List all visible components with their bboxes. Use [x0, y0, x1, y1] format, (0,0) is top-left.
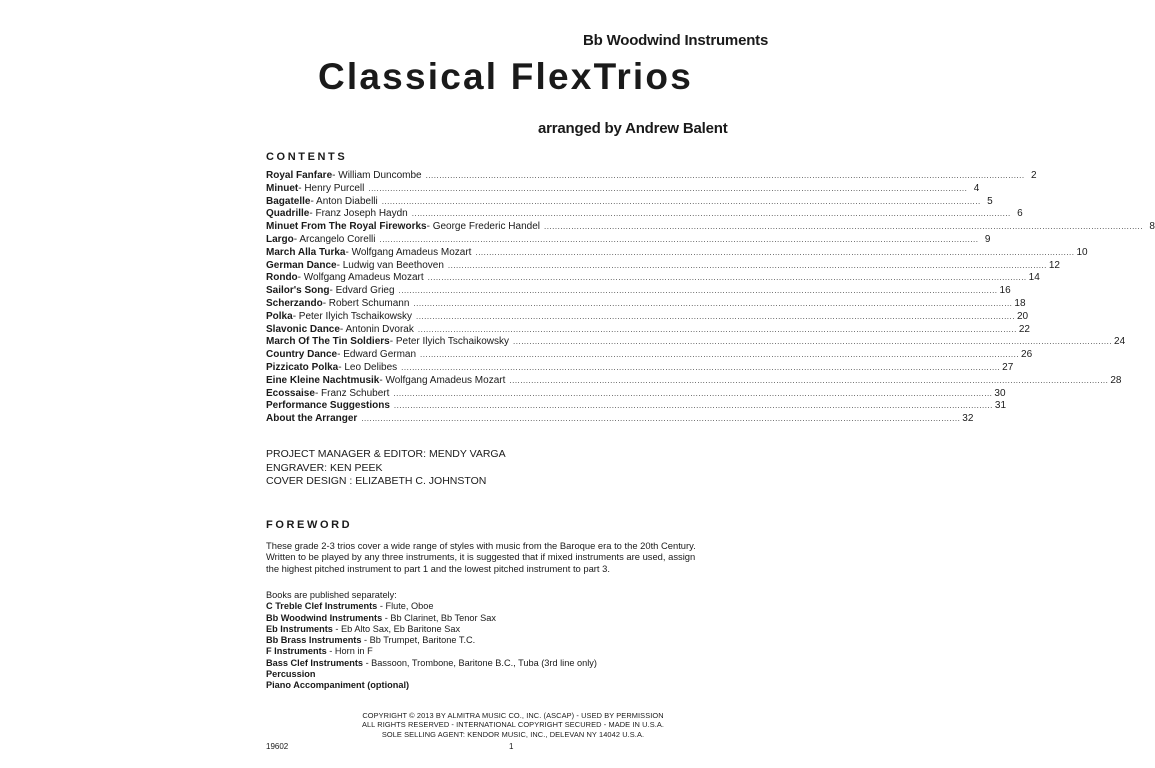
toc-entry-title: March Alla Turka: [266, 246, 346, 258]
toc-entry-composer: - Franz Joseph Haydn: [309, 208, 408, 220]
credits-block: [266, 448, 506, 489]
project-manager-credit: PROJECT MANAGER & EDITOR: MENDY VARGA: [266, 448, 506, 460]
toc-entry-title: Scherzando: [266, 297, 323, 309]
toc-entry-composer: - Franz Schubert: [314, 387, 390, 399]
foreword-heading: FOREWORD: [266, 519, 353, 531]
toc-entry: [266, 310, 1029, 324]
toc-entry-title: Minuet From The Royal Fireworks: [266, 221, 427, 233]
toc-entry: [266, 272, 1040, 285]
toc-entry: [266, 336, 1126, 349]
toc-leader-dots: ............................................................................................................................................................................................................................: [361, 414, 961, 424]
toc-entry-page: 8: [1149, 221, 1155, 233]
toc-entry-page: 12: [1048, 259, 1060, 271]
engraver-credit: ENGRAVER: KEN PEEK: [266, 461, 383, 474]
toc-entry-title: Slavonic Dance: [266, 323, 340, 335]
book-edition-instruments: - Bb Trumpet, Baritone T.C.: [361, 635, 476, 646]
book-edition-name: Eb Instruments: [266, 623, 333, 634]
book-edition-name: Percussion: [266, 669, 316, 680]
toc-entry: [266, 413, 974, 426]
toc-entry-title: German Dance: [266, 259, 337, 271]
toc-entry-page: 28: [1110, 374, 1122, 386]
toc-entry: [266, 387, 1006, 401]
toc-entry-page: 24: [1114, 336, 1126, 348]
toc-leader-dots: ............................................................................................................................................................................................................................: [447, 260, 1047, 270]
toc-leader-dots: ............................................................................................................................................................................................................................: [417, 324, 1017, 334]
toc-entry: [266, 259, 1060, 273]
toc-entry-title: Minuet: [266, 182, 299, 194]
toc-leader-dots: ............................................................................................................................................................................................................................: [475, 247, 1075, 257]
book-edition-item: [266, 646, 597, 657]
toc-entry-composer: - Peter Ilyich Tschaikowsky: [389, 336, 510, 348]
book-edition-instruments: - Horn in F: [326, 646, 373, 657]
instrument-subtitle: Bb Woodwind Instruments: [583, 32, 769, 49]
toc-entry-title: Ecossaise: [266, 387, 315, 399]
book-edition-item: [266, 601, 597, 612]
toc-entry-title: Rondo: [266, 272, 298, 284]
toc-leader-dots: ............................................................................................................................................................................................................................: [411, 209, 1011, 219]
toc-leader-dots: ............................................................................................................................................................................................................................: [393, 401, 993, 411]
toc-entry-composer: - Wolfgang Amadeus Mozart: [379, 374, 506, 386]
toc-entry-page: 26: [1021, 349, 1033, 361]
toc-leader-dots: ............................................................................................................................................................................................................................: [513, 337, 1113, 347]
toc-leader-dots: ............................................................................................................................................................................................................................: [425, 171, 1025, 180]
book-edition-item: [266, 635, 597, 646]
toc-entry: [266, 323, 1030, 337]
foreword-paragraph: These grade 2-3 trios cover a wide range of styles with music from the Baroque era to the 20th Century. Written to be played by any three instruments, it is suggested that if mixed instruments are used, assign the highest pitched instrument to part 1 and the lowest pitched instrument to part 3.: [266, 540, 696, 574]
toc-entry-composer: - Leo Delibes: [338, 361, 398, 373]
toc-leader-dots: ............................................................................................................................................................................................................................: [427, 273, 1027, 283]
book-edition-instruments: - Eb Alto Sax, Eb Baritone Sax: [332, 623, 461, 634]
toc-entry-page: 14: [1028, 272, 1040, 284]
toc-entry-composer: - Robert Schumann: [322, 297, 410, 309]
toc-entry-page: 31: [994, 400, 1007, 412]
toc-entry: [266, 208, 1023, 221]
toc-leader-dots: ............................................................................................................................................................................................................................: [509, 375, 1109, 385]
toc-leader-dots: ............................................................................................................................................................................................................................: [415, 311, 1015, 321]
copyright-notice: [300, 711, 726, 739]
toc-entry-composer: - Ludwig van Beethoven: [336, 259, 444, 271]
toc-entry-page: 4: [973, 182, 980, 194]
toc-leader-dots: ............................................................................................................................................................................................................................: [379, 234, 979, 244]
toc-entry: [266, 361, 1014, 375]
book-edition-instruments: - Bassoon, Trombone, Baritone B.C., Tuba (3rd line only): [363, 657, 597, 668]
toc-entry-page: 18: [1014, 297, 1026, 309]
toc-entry: [266, 221, 1155, 234]
toc-entry-page: 16: [999, 285, 1011, 297]
toc-entry-page: 5: [987, 195, 993, 207]
toc-entry-title: Royal Fanfare: [266, 170, 333, 181]
toc-entry-page: 10: [1076, 246, 1088, 258]
toc-entry-composer: - Edward German: [337, 349, 417, 361]
catalog-number: 19602: [266, 742, 289, 751]
toc-entry-page: 32: [962, 413, 974, 425]
toc-leader-dots: ............................................................................................................................................................................................................................: [413, 298, 1013, 308]
toc-entry-page: 2: [1031, 170, 1037, 181]
toc-entry-composer: - Peter Ilyich Tschaikowsky: [292, 310, 412, 322]
toc-entry-composer: - William Duncombe: [332, 170, 422, 181]
toc-entry: [266, 285, 1011, 298]
book-edition-name: Piano Accompaniment (optional): [266, 680, 410, 691]
toc-entry: [266, 297, 1026, 311]
books-list: [266, 590, 597, 692]
toc-entry: [266, 182, 980, 196]
book-edition-name: C Treble Clef Instruments: [266, 601, 378, 612]
toc-entry-composer: - Wolfgang Amadeus Mozart: [345, 246, 472, 258]
toc-entry-title: Eine Kleine Nachtmusik: [266, 374, 380, 386]
toc-entry-composer: - Anton Diabelli: [310, 195, 378, 207]
toc-entry: [266, 170, 1037, 183]
book-edition-instruments: - Flute, Oboe: [377, 601, 434, 612]
toc-entry-page: 9: [984, 233, 991, 245]
copyright-line: COPYRIGHT © 2013 BY ALMITRA MUSIC CO., INC. (ASCAP) - USED BY PERMISSION: [362, 711, 664, 720]
toc-entry-page: 6: [1017, 208, 1023, 220]
toc-entry-title: Quadrille: [266, 208, 310, 220]
contents-heading: CONTENTS: [266, 151, 348, 163]
toc-entry-composer: - George Frederic Handel: [426, 221, 540, 233]
toc-entry-page: 30: [994, 387, 1006, 399]
cover-design-credit: COVER DESIGN : ELIZABETH C. JOHNSTON: [266, 475, 487, 487]
toc-entry-composer: - Arcangelo Corelli: [293, 233, 376, 245]
book-edition-name: Bass Clef Instruments: [266, 657, 364, 668]
book-edition-instruments: - Bb Clarinet, Bb Tenor Sax: [382, 612, 496, 623]
toc-entry-title: Largo: [266, 233, 294, 245]
book-edition-name: Bb Woodwind Instruments: [266, 612, 383, 623]
toc-entry-title: Sailor's Song: [266, 285, 330, 297]
books-intro: Books are published separately:: [266, 590, 397, 600]
toc-entry-composer: - Antonin Dvorak: [339, 323, 414, 335]
book-edition-item: [266, 613, 597, 624]
book-edition-name: Bb Brass Instruments: [266, 635, 362, 646]
book-title: Classical FlexTrios: [318, 56, 693, 97]
toc-entry-composer: - Edvard Grieg: [329, 285, 395, 297]
page-number: 1: [509, 742, 514, 751]
toc-entry-page: 22: [1018, 323, 1030, 335]
arranger-credit: arranged by Andrew Balent: [538, 120, 728, 137]
toc-entry-title: Pizzicato Polka: [266, 361, 339, 373]
toc-entry: [266, 349, 1033, 362]
toc-leader-dots: ............................................................................................................................................................................................................................: [393, 388, 993, 398]
toc-entry-title: Bagatelle: [266, 195, 311, 207]
selling-agent-line: SOLE SELLING AGENT: KENDOR MUSIC, INC., DELEVAN NY 14042 U.S.A.: [381, 729, 645, 739]
rights-line: ALL RIGHTS RESERVED - INTERNATIONAL COPYRIGHT SECURED - MADE IN U.S.A.: [361, 720, 665, 730]
toc-entry-composer: - Henry Purcell: [298, 182, 365, 194]
toc-entry: [266, 233, 991, 247]
toc-entry-page: 27: [1002, 361, 1014, 373]
toc-leader-dots: ............................................................................................................................................................................................................................: [420, 350, 1020, 360]
toc-leader-dots: ............................................................................................................................................................................................................................: [543, 222, 1143, 232]
table-of-contents: [266, 170, 1155, 426]
toc-entry: [266, 374, 1122, 388]
book-edition-name: F Instruments: [266, 646, 327, 657]
book-edition-item: [266, 658, 597, 669]
toc-entry-title: Polka: [266, 310, 293, 322]
book-edition-item: [266, 624, 597, 635]
toc-leader-dots: ............................................................................................................................................................................................................................: [368, 183, 968, 193]
toc-entry-title: About the Arranger: [266, 413, 358, 425]
book-edition-item: [266, 669, 597, 680]
toc-entry-composer: - Wolfgang Amadeus Mozart: [297, 272, 424, 284]
toc-leader-dots: ............................................................................................................................................................................................................................: [381, 196, 981, 206]
toc-entry-title: Country Dance: [266, 349, 338, 361]
toc-entry: [266, 195, 993, 209]
toc-entry: [266, 246, 1088, 260]
toc-entry-title: March Of The Tin Soldiers: [266, 336, 390, 348]
toc-entry-title: Performance Suggestions: [266, 400, 390, 412]
toc-entry-page: 20: [1016, 310, 1029, 322]
toc-leader-dots: ............................................................................................................................................................................................................................: [401, 362, 1001, 372]
toc-entry: [266, 400, 1007, 413]
toc-leader-dots: ............................................................................................................................................................................................................................: [398, 286, 998, 296]
book-edition-item: [266, 680, 597, 691]
